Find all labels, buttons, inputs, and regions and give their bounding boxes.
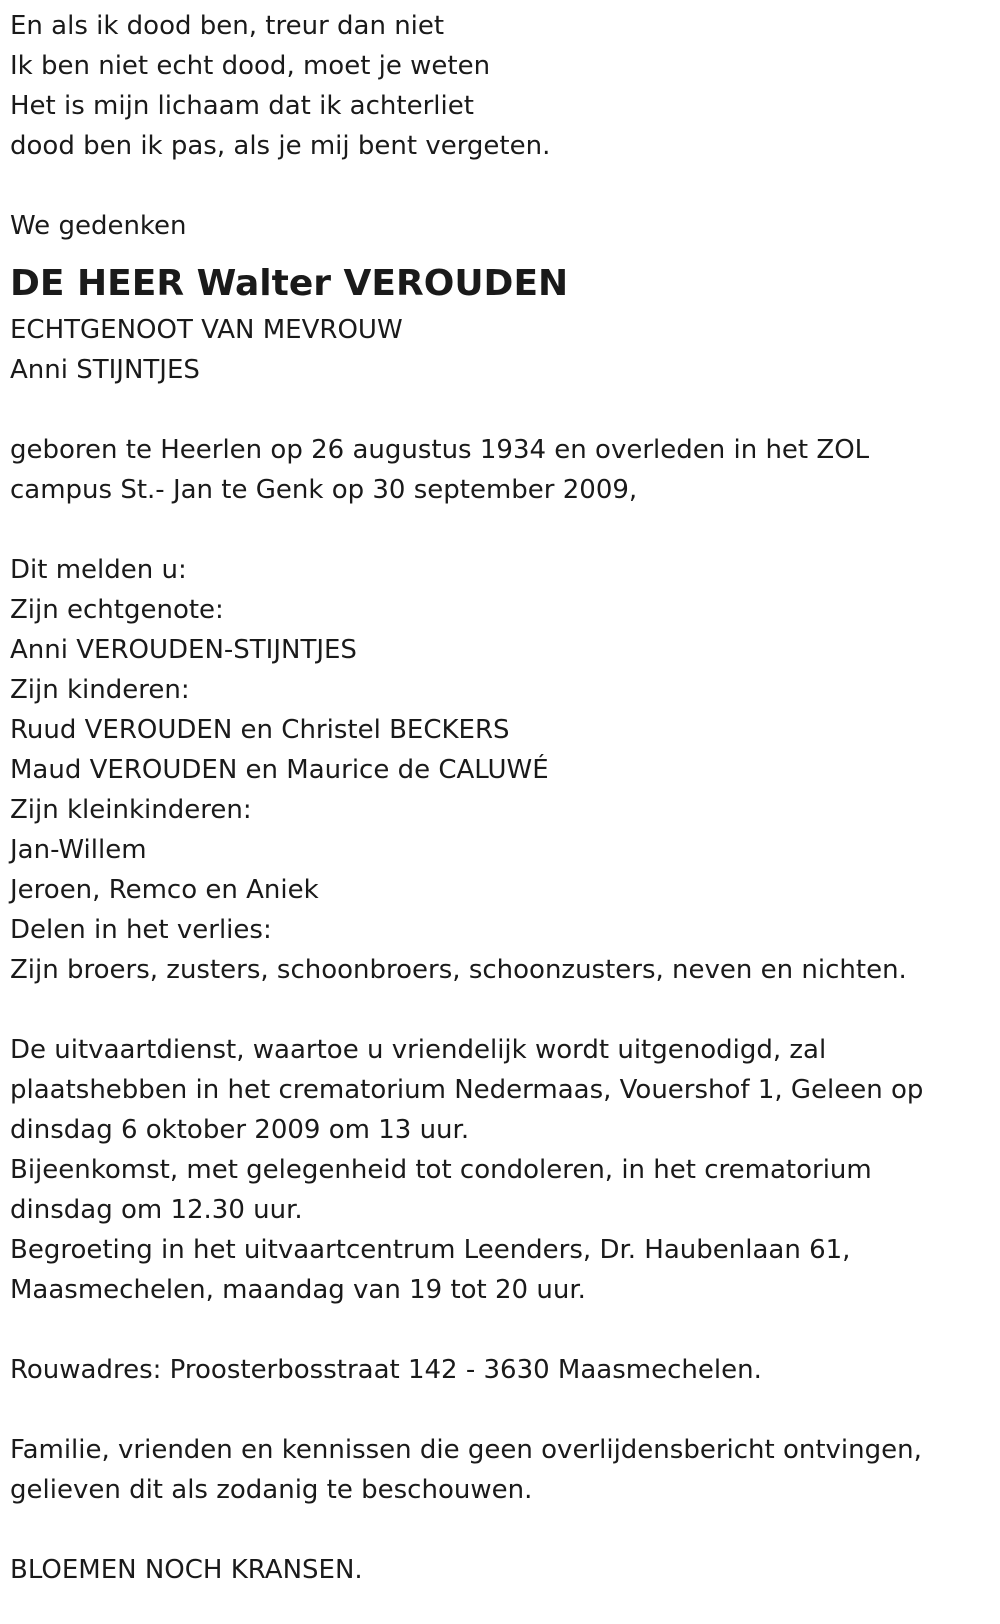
- announce-label: Dit melden u:: [10, 555, 187, 585]
- notice-line-2: gelieven dit als zodanig te beschouwen.: [10, 1475, 533, 1505]
- service-line-5: dinsdag om 12.30 uur.: [10, 1195, 303, 1225]
- poem-line-2: Ik ben niet echt dood, moet je weten: [10, 51, 491, 81]
- notice-line-1: Familie, vrienden en kennissen die geen overlijdensbericht ontvingen,: [10, 1435, 922, 1465]
- spacer: [10, 1510, 990, 1550]
- spacer: [10, 166, 990, 206]
- family-section: [10, 550, 990, 990]
- child-1: Ruud VEROUDEN en Christel BECKERS: [10, 715, 510, 745]
- deceased-name: DE HEER Walter VEROUDEN: [10, 263, 569, 304]
- poem-line-3: Het is mijn lichaam dat ik achterliet: [10, 91, 474, 121]
- spacer: [10, 990, 990, 1030]
- service-line-7: Maasmechelen, maandag van 19 tot 20 uur.: [10, 1275, 586, 1305]
- poem: [10, 6, 990, 166]
- service-section: [10, 1030, 990, 1310]
- service-line-3: dinsdag 6 oktober 2009 om 13 uur.: [10, 1115, 470, 1145]
- mourning-address: Rouwadres: Proosterbosstraat 142 - 3630 Maasmechelen.: [10, 1355, 762, 1385]
- spouse-full-name: Anni VEROUDEN-STIJNTJES: [10, 635, 357, 665]
- birth-death-line-2: campus St.- Jan te Genk op 30 september 2009,: [10, 475, 638, 505]
- others-list: Zijn broers, zusters, schoonbroers, schoonzusters, neven en nichten.: [10, 955, 907, 985]
- spacer: [10, 510, 990, 550]
- grandchildren-label: Zijn kleinkinderen:: [10, 795, 252, 825]
- relation-label: ECHTGENOOT VAN MEVROUW: [10, 315, 403, 345]
- service-line-1: De uitvaartdienst, waartoe u vriendelijk wordt uitgenodigd, zal: [10, 1035, 827, 1065]
- spouse-label: Zijn echtgenote:: [10, 595, 224, 625]
- child-2: Maud VEROUDEN en Maurice de CALUWÉ: [10, 755, 549, 785]
- spouse-name: Anni STIJNTJES: [10, 355, 200, 385]
- spacer: [10, 1310, 990, 1350]
- spacer: [10, 1390, 990, 1430]
- spacer: [10, 390, 990, 430]
- grandchildren-1: Jan-Willem: [10, 835, 147, 865]
- birth-death-line-1: geboren te Heerlen op 26 augustus 1934 en overleden in het ZOL: [10, 435, 870, 465]
- others-label: Delen in het verlies:: [10, 915, 272, 945]
- service-line-2: plaatshebben in het crematorium Nedermaas, Vouershof 1, Geleen op: [10, 1075, 924, 1105]
- service-line-4: Bijeenkomst, met gelegenheid tot condoleren, in het crematorium: [10, 1155, 872, 1185]
- flowers-notice: BLOEMEN NOCH KRANSEN.: [10, 1555, 363, 1585]
- poem-line-4: dood ben ik pas, als je mij bent vergeten.: [10, 131, 551, 161]
- grandchildren-2: Jeroen, Remco en Aniek: [10, 875, 319, 905]
- intro-text: We gedenken: [10, 211, 187, 241]
- service-line-6: Begroeting in het uitvaartcentrum Leenders, Dr. Haubenlaan 61,: [10, 1235, 851, 1265]
- children-label: Zijn kinderen:: [10, 675, 190, 705]
- poem-line-1: En als ik dood ben, treur dan niet: [10, 11, 445, 41]
